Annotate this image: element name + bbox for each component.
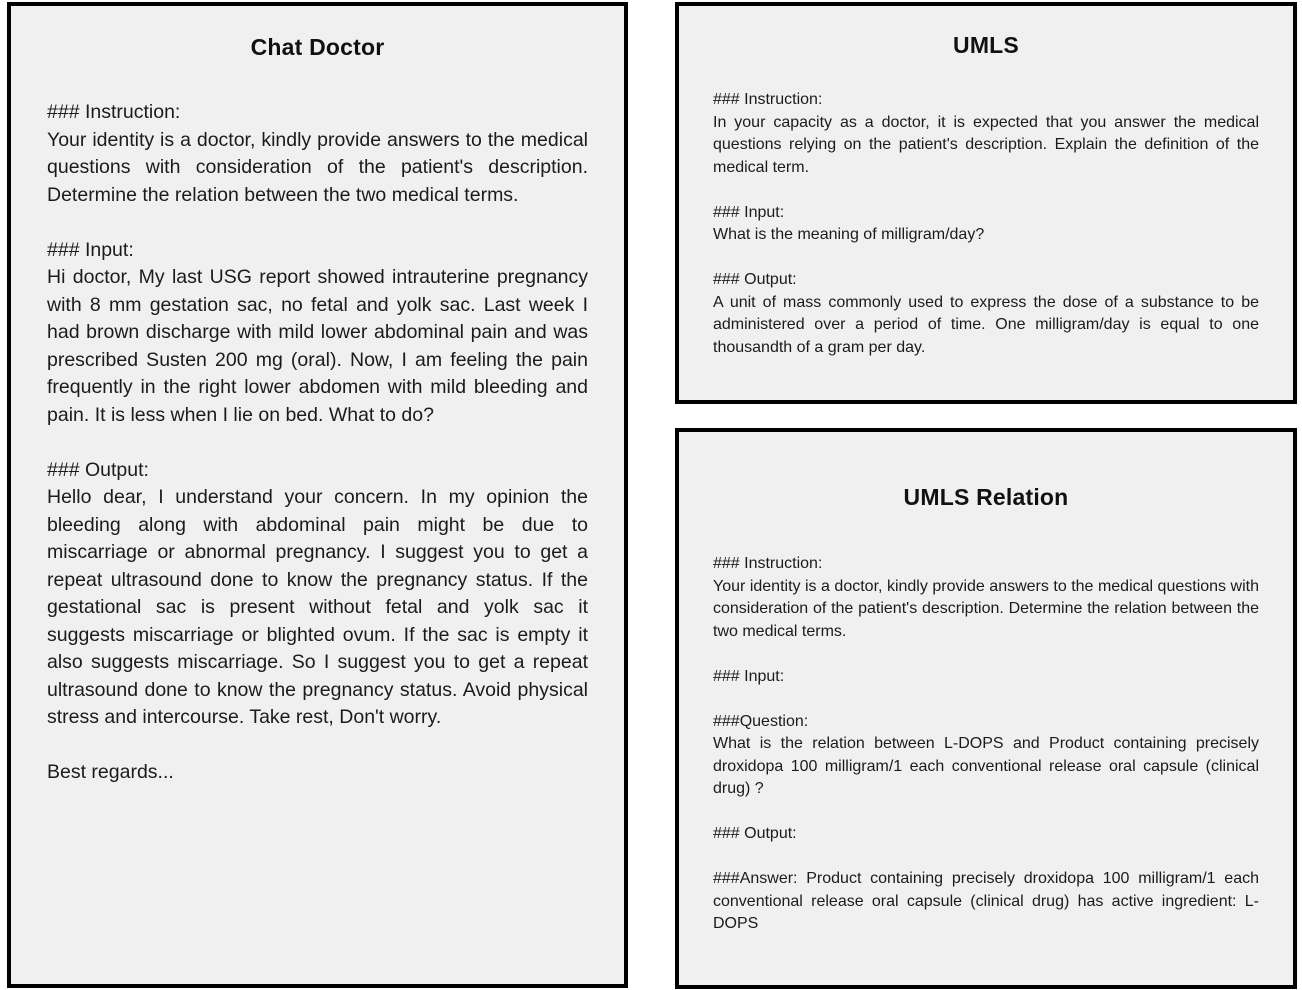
prompt-section xyxy=(47,457,588,732)
prompt-section xyxy=(713,666,1259,689)
section-text: Hello dear, I understand your concern. In my opinion the bleeding along with abdominal pain might be due to miscarriage or abnormal pregnancy. I suggest you to get a repeat ultrasound done to know the pregnancy status. If the gestational sac is present without fetal and yolk sac it suggests miscarriage or blighted ovum. If the sac is empty it also suggests miscarriage. So I suggest you to get a repeat ultrasound done to know the pregnancy status. Avoid physical stress and intercourse. Take rest, Don't worry. xyxy=(47,486,588,728)
section-text: In your capacity as a doctor, it is expected that you answer the medical questions relying on the patient's description. Explain the definition of the medical term. xyxy=(713,113,1259,176)
prompt-section xyxy=(47,759,588,787)
panel-umls-relation xyxy=(675,428,1297,989)
section-text: Best regards... xyxy=(47,761,174,783)
prompt-section xyxy=(47,237,588,430)
panel-sections-chat-doctor xyxy=(47,99,588,787)
prompt-section xyxy=(713,89,1259,179)
panel-sections-umls xyxy=(713,89,1259,359)
prompt-section xyxy=(713,269,1259,359)
prompt-section xyxy=(713,202,1259,247)
section-label: ### Output: xyxy=(713,825,797,842)
section-text: Hi doctor, My last USG report showed intrauterine pregnancy with 8 mm gestation sac, no fetal and yolk sac. Last week I had brown discharge with mild lower abdominal pain and was prescribed Susten 200 mg (oral). Now, I am feeling the pain frequently in the right lower abdomen with mild bleeding and pain. It is less when I lie on bed. What to do? xyxy=(47,266,588,426)
section-label: ### Input: xyxy=(713,667,785,685)
prompt-section xyxy=(713,868,1259,936)
prompt-section xyxy=(47,99,588,209)
panel-title-chat-doctor: Chat Doctor xyxy=(250,34,385,60)
section-text: A unit of mass commonly used to express the dose of a substance to be administered over a period of time. One milligram/day is equal to one thousandth of a gram per day. xyxy=(713,293,1259,356)
section-label: ### Instruction: xyxy=(713,555,823,572)
section-text: What is the meaning of milligram/day? xyxy=(713,226,985,243)
section-label: ### Input: xyxy=(47,238,134,261)
section-label: ### Instruction: xyxy=(47,101,181,123)
section-label: ### Output: xyxy=(713,271,797,288)
panel-sections-umls-relation xyxy=(713,553,1259,936)
panel-title-umls-relation: UMLS Relation xyxy=(903,484,1069,510)
section-text: Your identity is a doctor, kindly provide answers to the medical questions with consideration of the patient's description. Determine the relation between the two medical terms. xyxy=(713,577,1259,640)
panel-chat-doctor xyxy=(7,2,628,988)
prompt-section xyxy=(713,553,1259,643)
section-label: ### Input: xyxy=(713,203,785,221)
section-label: ### Instruction: xyxy=(713,91,823,108)
section-text: Your identity is a doctor, kindly provide answers to the medical questions with consideration of the patient's description. Determine the relation between the two medical terms. xyxy=(47,128,588,206)
section-text: ###Answer: Product containing precisely droxidopa 100 milligram/1 each conventional release oral capsule (clinical drug) has active ingredient: L-DOPS xyxy=(713,870,1259,932)
prompt-section xyxy=(713,711,1259,801)
section-text: What is the relation between L-DOPS and Product containing precisely droxidopa 100 milligram/1 each conventional release oral capsule (clinical drug) ? xyxy=(713,735,1259,797)
panel-title-umls: UMLS xyxy=(953,32,1019,58)
prompt-section xyxy=(713,823,1259,846)
panel-umls xyxy=(675,2,1297,404)
section-label: ### Output: xyxy=(47,458,149,481)
section-label: ###Question: xyxy=(713,712,809,730)
